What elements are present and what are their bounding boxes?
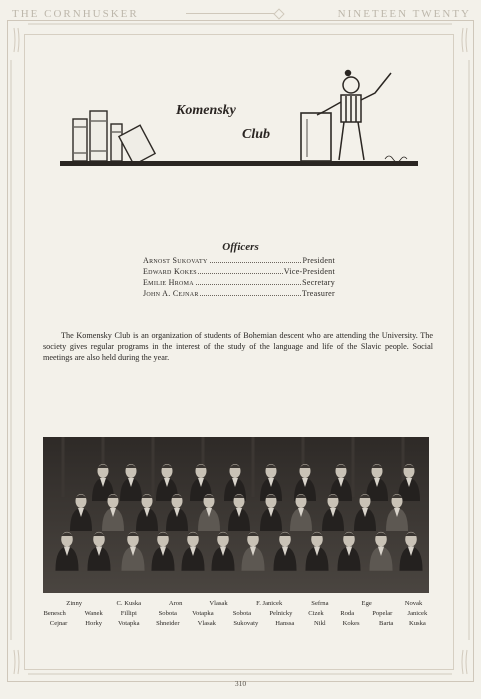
caption-name: Sobota xyxy=(232,610,252,617)
names-row-2 xyxy=(43,610,433,620)
caption-name: Aron xyxy=(168,600,183,607)
caption-name: Hanssa xyxy=(275,620,295,627)
names-row-3 xyxy=(43,620,433,630)
officer-name: John A. Cejnar xyxy=(143,289,199,298)
caption-name: Sobota xyxy=(158,610,177,617)
officer-name: Arnost Sukovaty xyxy=(143,256,208,265)
caption-name: Vlasak xyxy=(209,600,228,607)
club-emblem xyxy=(55,65,425,175)
officer-role: President xyxy=(302,256,335,265)
caption-name: Ege xyxy=(361,600,372,607)
caption-name: Janicek xyxy=(407,610,428,617)
page-number: 310 xyxy=(234,679,247,688)
caption-name: Novak xyxy=(404,600,423,607)
caption-name: Nikl xyxy=(314,620,326,627)
caption-name: Fillipi xyxy=(120,610,137,617)
caption-name: Pelnicky xyxy=(269,610,293,617)
caption-name: Cejnar xyxy=(49,620,68,627)
club-description: The Komensky Club is an organization of students of Bohemian descent who are attending the University. The society gives regular programs in the interest of the study of the language and life of the Slavic people. Social meetings are also held during the year. xyxy=(43,331,433,362)
caption-name: Vlasak xyxy=(197,620,216,627)
officer-role: Vice-President xyxy=(283,267,335,276)
caption-name: Horky xyxy=(85,620,103,627)
officer-name: Edward Kokes xyxy=(143,267,197,276)
emblem-drawing xyxy=(55,65,425,175)
caption-name: F. Janicek xyxy=(256,600,283,607)
caption-name: C. Kuska xyxy=(116,600,142,607)
caption-name: Roda xyxy=(340,610,355,617)
caption-name: Zinny xyxy=(66,600,83,607)
names-row-1 xyxy=(43,600,433,610)
officer-role: Secretary xyxy=(302,278,335,287)
caption-name: Cizek xyxy=(308,610,324,617)
caption-name: Shneider xyxy=(156,620,180,627)
caption-name: Kokes xyxy=(342,620,360,627)
officers-heading: Officers xyxy=(222,241,259,253)
officer-name: Emilie Hroma xyxy=(143,278,194,287)
header-left-text: THE CORNHUSKER xyxy=(12,8,139,20)
caption-name: Popelar xyxy=(372,610,393,617)
pedestal xyxy=(301,113,331,161)
group-photo-image xyxy=(43,437,429,593)
caption-name: Wanek xyxy=(84,610,103,617)
caption-name: Kuska xyxy=(408,620,426,627)
club-title-line2: Club xyxy=(242,127,271,142)
officer-row xyxy=(143,289,335,301)
caption-name: Barta xyxy=(379,620,394,627)
club-title-line1: Komensky xyxy=(176,103,236,118)
caption-name: Sukovaty xyxy=(233,620,259,627)
books-icon xyxy=(73,111,155,165)
officer-role: Treasurer xyxy=(301,289,335,298)
header-right-text: NINETEEN TWENTY xyxy=(337,8,471,20)
caption-name: Votapka xyxy=(192,610,214,617)
caption-name: Votapka xyxy=(118,620,140,627)
group-photo xyxy=(43,437,429,593)
caption-name: Benesch xyxy=(43,610,66,617)
caption-name: Sefrna xyxy=(311,600,329,607)
